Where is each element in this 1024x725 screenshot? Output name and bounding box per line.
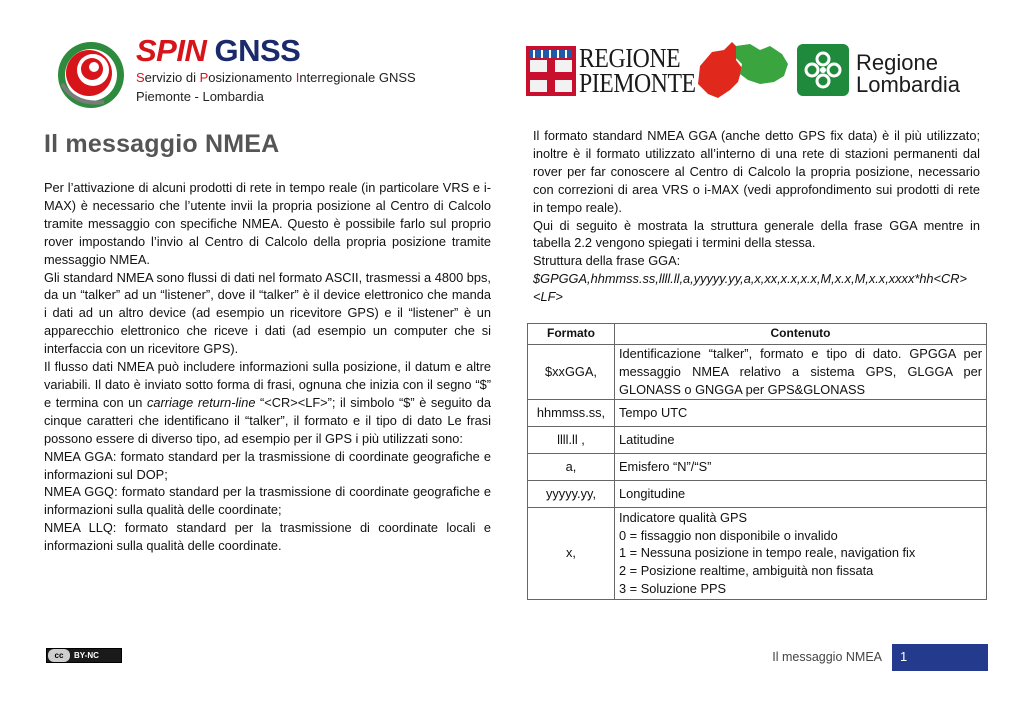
table-row (528, 507, 987, 599)
spin-gnss-title: SPIN GNSS (136, 33, 301, 68)
spin-subtitle: Servizio di Posizionamento Interregionale GNSS (136, 70, 416, 85)
paragraph: NMEA GGQ: formato standard per la trasmissione di coordinate geografiche e informazioni sulla qualità delle coordinate; (44, 484, 491, 518)
format-cell: a, (528, 453, 615, 480)
column-header: Formato (528, 324, 615, 345)
right-column (533, 127, 980, 306)
cc-license-badge (46, 648, 122, 663)
left-column (44, 179, 491, 555)
paragraph: Struttura della frase GGA: (533, 253, 681, 269)
gga-structure: $GPGGA,hhmmss.ss,llll.ll,a,yyyyy.yy,a,x,xx,x.x,x.x,M,x.x,M,x.x,xxxx*hh<CR> <LF> (533, 271, 967, 305)
table-row (528, 344, 987, 399)
format-cell: yyyyy.yy, (528, 480, 615, 507)
paragraph: Il flusso dati NMEA può includere informazioni sulla posizione, il datum e altre variabili. Il dato è inviato sotto forma di frasi, ognuna che inizia con il segno “$” e termina con un carriage return-line “<CR><LF>”; il simbolo “$” è seguito da cinque caratteri che identificano il “talker”, il formato e il tipo di dato Le frasi possono essere di diverso tipo, ad esempio per il GPS i più utilizzati sono: (44, 359, 491, 446)
table-row (528, 426, 987, 453)
page-number: 1 (892, 644, 988, 671)
lombardia-logo-text: Regione Lombardia (856, 50, 960, 97)
table-header-row (528, 324, 987, 345)
format-cell: llll.ll , (528, 426, 615, 453)
paragraph: Gli standard NMEA sono flussi di dati nel formato ASCII, trasmessi a 4800 bps, da un “talker” ad un “listener”, dove il “talker” è il device elettronico che manda i dati ad un altro device (ad esempio un ricevitore GPS) e il “listener” è un apparecchio elettronico che riceve i dati (ad esempio un computer che si interfaccia con un ricevitore GPS). (44, 269, 491, 357)
format-cell: hhmmss.ss, (528, 399, 615, 426)
format-cell: $xxGGA, (528, 344, 615, 399)
column-header: Contenuto (615, 324, 987, 345)
footer-section-label: Il messaggio NMEA (772, 650, 882, 664)
spin-region: Piemonte - Lombardia (136, 89, 264, 104)
table-row (528, 399, 987, 426)
spin-gnss-logo (56, 40, 126, 110)
content-cell: Tempo UTC (615, 399, 987, 426)
content-cell: Latitudine (615, 426, 987, 453)
creative-commons-icon: cc (48, 649, 70, 662)
content-cell: Emisfero “N”/“S” (615, 453, 987, 480)
license-label: BY-NC (74, 651, 99, 660)
paragraph: Per l’attivazione di alcuni prodotti di rete in tempo reale (in particolare VRS e i-MAX) è necessario che l’utente invii la propria posizione al Centro di Calcolo tramite messaggio con specifiche NMEA. Questo è possibile farlo sul proprio rover impostando l’invio al Centro di Calcolo della propria posizione tramite messaggio NMEA. (44, 180, 491, 267)
page-title: Il messaggio NMEA (44, 130, 280, 158)
nmea-gga-table (527, 323, 987, 600)
table-row (528, 453, 987, 480)
regions-map-icon (690, 38, 792, 104)
table-row (528, 480, 987, 507)
paragraph: NMEA LLQ: formato standard per la trasmissione di coordinate locali e informazioni sulla qualità delle coordinate. (44, 520, 491, 554)
lombardia-rose-icon (797, 44, 849, 96)
paragraph: Il formato standard NMEA GGA (anche detto GPS fix data) è il più utilizzato; inoltre è il formato utilizzato all’interno di una rete di stazioni permanenti dal rover per far conoscere al Centro di Calcolo la propria posizione, necessario con correzioni di area VRS o i-MAX (vedi approfondimento sui prodotti di rete in tempo reale). (533, 128, 980, 215)
paragraph: NMEA GGA: formato standard per la trasmissione di coordinate geografiche e informazioni sul DOP; (44, 448, 491, 482)
piemonte-logo-text: REGIONE PIEMONTE (579, 43, 696, 98)
content-cell: Longitudine (615, 480, 987, 507)
content-cell: Identificazione “talker”, formato e tipo di dato. GPGGA per messaggio NMEA relativo a sistema GPS, GLGGA per GLONASS o GNGGA per GPS&GLONASS (615, 344, 987, 399)
format-cell: x, (528, 507, 615, 599)
piemonte-crest-icon (526, 46, 576, 96)
content-cell: Indicatore qualità GPS 0 = fissaggio non disponibile o invalido 1 = Nessuna posizione in tempo reale, navigation fix 2 = Posizione realtime, ambiguità non fissata 3 = Soluzione PPS (615, 507, 987, 599)
paragraph: Qui di seguito è mostrata la struttura generale della frase GGA mentre in tabella 2.2 vengono spiegati i termini della stessa. (533, 217, 980, 251)
